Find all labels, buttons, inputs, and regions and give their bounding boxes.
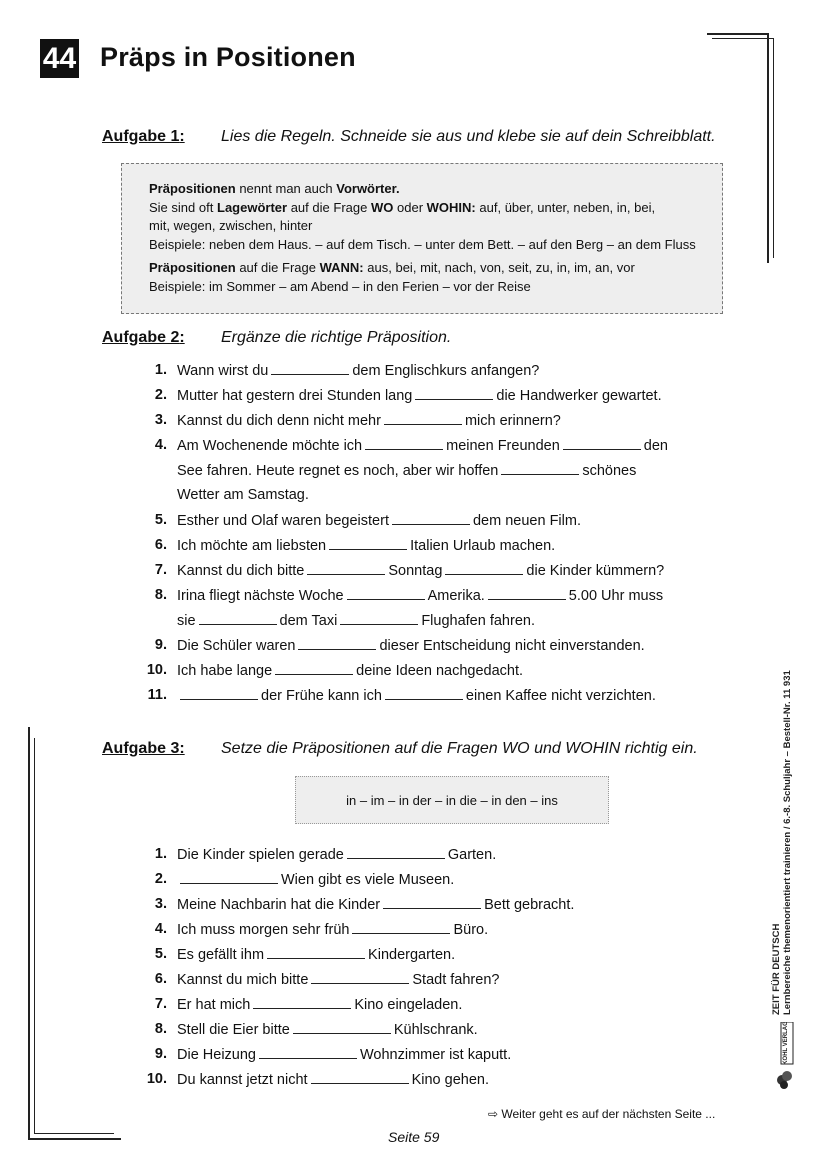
exercise-number: 8. <box>154 587 167 603</box>
exercise-text: dieser Entscheidung nicht einverstanden. <box>379 638 645 654</box>
rules-paragraph-1 <box>149 180 722 254</box>
exercise-text: Kino eingeladen. <box>354 997 463 1013</box>
answer-blank[interactable] <box>340 612 418 625</box>
exercise-text: Garten. <box>447 847 497 863</box>
next-page-hint: ⇨ Weiter geht es auf der nächsten Seite ... <box>488 1107 716 1121</box>
exercise-text: mich erinnern? <box>464 413 561 429</box>
answer-blank[interactable] <box>385 687 463 700</box>
page-title: Präps in Positionen <box>100 42 356 72</box>
exercise-text: dem Englischkurs anfangen? <box>352 363 540 379</box>
answer-blank[interactable] <box>384 412 462 425</box>
exercise-text: Stell die Eier bitte <box>177 1022 290 1038</box>
exercise-text: See fahren. Heute regnet es noch, aber wir hoffen <box>177 463 499 479</box>
exercise-text: Die Kinder spielen gerade <box>177 847 344 863</box>
exercise-number: 10. <box>146 1071 167 1087</box>
rules-line: Beispiele: im Sommer – am Abend – in den Ferien – vor der Reise <box>149 278 531 294</box>
answer-blank[interactable] <box>329 537 407 550</box>
series-info <box>771 595 793 1015</box>
exercise-number: 3. <box>154 896 167 912</box>
exercise-text: Er hat mich <box>177 997 251 1013</box>
task2-instruction: Ergänze die richtige Präposition. <box>221 329 452 346</box>
exercise-text: Flughafen fahren. <box>421 613 535 629</box>
exercise-text: Kannst du dich bitte <box>177 563 305 579</box>
exercise-text: den <box>643 438 668 454</box>
exercise-number: 9. <box>154 637 167 653</box>
exercise-text: Kino gehen. <box>411 1072 489 1088</box>
exercise-text: Es gefällt ihm <box>177 947 265 963</box>
exercise-number: 10. <box>146 662 167 678</box>
exercise-text: Die Schüler waren <box>177 638 296 654</box>
exercise-number: 1. <box>154 846 167 862</box>
exercise-text: Kannst du mich bitte <box>177 972 309 988</box>
answer-blank[interactable] <box>445 562 523 575</box>
answer-blank[interactable] <box>383 896 481 909</box>
task3-label: Aufgabe 3: <box>102 740 185 757</box>
exercise-text: Ich muss morgen sehr früh <box>177 922 350 938</box>
answer-blank[interactable] <box>307 562 385 575</box>
exercise-number: 7. <box>154 996 167 1012</box>
exercise-number: 6. <box>154 971 167 987</box>
answer-blank[interactable] <box>259 1046 357 1059</box>
rules-line: Beispiele: neben dem Haus. – auf dem Tisch. – unter dem Bett. – auf den Berg – an dem Fluss <box>149 236 696 252</box>
exercise-text: dem Taxi <box>279 613 338 629</box>
publisher-name: KOHL VERLAG <box>783 1022 789 1065</box>
exercise-text: Stadt fahren? <box>412 972 500 988</box>
rules-line: Sie sind oft Lagewörter auf die Frage WO oder WOHIN: auf, über, unter, neben, in, bei, <box>149 199 656 215</box>
series-subtitle: Lernbereiche themenorientiert trainieren / 6.-8. Schuljahr – Bestell-Nr. 11 931 <box>782 670 793 1015</box>
exercise-number: 9. <box>154 1046 167 1062</box>
exercise-text: sie <box>177 613 196 629</box>
answer-blank[interactable] <box>352 921 450 934</box>
exercise-number: 4. <box>154 921 167 937</box>
exercise-text: Kannst du dich denn nicht mehr <box>177 413 381 429</box>
exercise-text: Kühlschrank. <box>393 1022 478 1038</box>
exercise-text: der Frühe kann ich <box>261 688 382 704</box>
answer-blank[interactable] <box>347 846 445 859</box>
exercise-text: Am Wochenende möchte ich <box>177 438 363 454</box>
exercise-text: Kindergarten. <box>368 947 456 963</box>
answer-blank[interactable] <box>392 512 470 525</box>
answer-blank[interactable] <box>563 437 641 450</box>
exercise-text: Ich habe lange <box>177 663 273 679</box>
exercise-number: 7. <box>154 562 167 578</box>
exercise-text: die Kinder kümmern? <box>526 563 665 579</box>
exercise-text: Italien Urlaub machen. <box>410 538 556 554</box>
exercise-number: 6. <box>154 537 167 553</box>
answer-blank[interactable] <box>180 871 278 884</box>
exercise-text: Du kannst jetzt nicht <box>177 1072 308 1088</box>
answer-blank[interactable] <box>293 1021 391 1034</box>
exercise-text: die Handwerker gewartet. <box>496 388 662 404</box>
rules-paragraph-2 <box>149 259 722 296</box>
exercise-text: Die Heizung <box>177 1047 256 1063</box>
exercise-number: 44 <box>40 39 79 78</box>
exercise-number: 5. <box>154 946 167 962</box>
exercise-number: 2. <box>154 871 167 887</box>
answer-blank[interactable] <box>298 637 376 650</box>
exercise-text: schönes <box>582 463 637 479</box>
task1-instruction: Lies die Regeln. Schneide sie aus und klebe sie auf dein Schreibblatt. <box>221 128 716 145</box>
exercise-text: Bett gebracht. <box>484 897 575 913</box>
exercise-text: Wohnzimmer ist kaputt. <box>360 1047 512 1063</box>
exercise-text: Amerika. <box>427 588 485 604</box>
answer-blank[interactable] <box>365 437 443 450</box>
answer-blank[interactable] <box>347 587 425 600</box>
answer-blank[interactable] <box>275 662 353 675</box>
exercise-text: Irina fliegt nächste Woche <box>177 588 344 604</box>
exercise-number: 2. <box>154 387 167 403</box>
exercise-text: Wien gibt es viele Museen. <box>281 872 455 888</box>
exercise-number: 8. <box>154 1021 167 1037</box>
exercise-text: 5.00 Uhr muss <box>568 588 664 604</box>
exercise-number: 11. <box>147 687 167 703</box>
exercise-number: 5. <box>154 512 167 528</box>
answer-blank[interactable] <box>199 612 277 625</box>
answer-blank[interactable] <box>311 971 409 984</box>
exercise-text: Esther und Olaf waren begeistert <box>177 513 389 529</box>
rules-box <box>121 163 723 314</box>
exercise-text: Sonntag <box>388 563 443 579</box>
answer-blank[interactable] <box>488 587 566 600</box>
exercise-number: 4. <box>154 437 167 453</box>
exercise-text: einen Kaffee nicht verzichten. <box>465 688 656 704</box>
exercise-text: Ich möchte am liebsten <box>177 538 327 554</box>
answer-blank[interactable] <box>415 387 493 400</box>
exercise-number: 1. <box>154 362 167 378</box>
task1-label: Aufgabe 1: <box>102 128 185 145</box>
answer-blank[interactable] <box>253 996 351 1009</box>
exercise-number: 3. <box>154 412 167 428</box>
exercise-text: Wann wirst du <box>177 363 269 379</box>
answer-blank[interactable] <box>271 362 349 375</box>
series-title: ZEIT FÜR DEUTSCH <box>771 923 782 1015</box>
page-number: Seite 59 <box>388 1129 440 1145</box>
rules-line: mit, wegen, zwischen, hinter <box>149 218 313 233</box>
answer-blank[interactable] <box>180 687 258 700</box>
task2-label: Aufgabe 2: <box>102 329 185 346</box>
rules-line: Präpositionen auf die Frage WANN: aus, bei, mit, nach, von, seit, zu, in, im, an, vor <box>149 260 635 275</box>
exercise-text: Wetter am Samstag. <box>177 487 309 503</box>
exercise-text: Mutter hat gestern drei Stunden lang <box>177 388 413 404</box>
rules-line: Präpositionen nennt man auch Vorwörter. <box>149 181 400 196</box>
exercise-text: Büro. <box>453 922 489 938</box>
word-bank: in – im – in der – in die – in den – ins <box>295 776 609 824</box>
publisher-logo <box>776 1022 796 1094</box>
answer-blank[interactable] <box>311 1071 409 1084</box>
exercise-text: meinen Freunden <box>446 438 560 454</box>
task3-instruction: Setze die Präpositionen auf die Fragen WO und WOHIN richtig ein. <box>221 740 698 757</box>
exercise-text: deine Ideen nachgedacht. <box>356 663 524 679</box>
exercise-text: dem neuen Film. <box>472 513 581 529</box>
exercise-text: Meine Nachbarin hat die Kinder <box>177 897 381 913</box>
answer-blank[interactable] <box>267 946 365 959</box>
answer-blank[interactable] <box>501 462 579 475</box>
